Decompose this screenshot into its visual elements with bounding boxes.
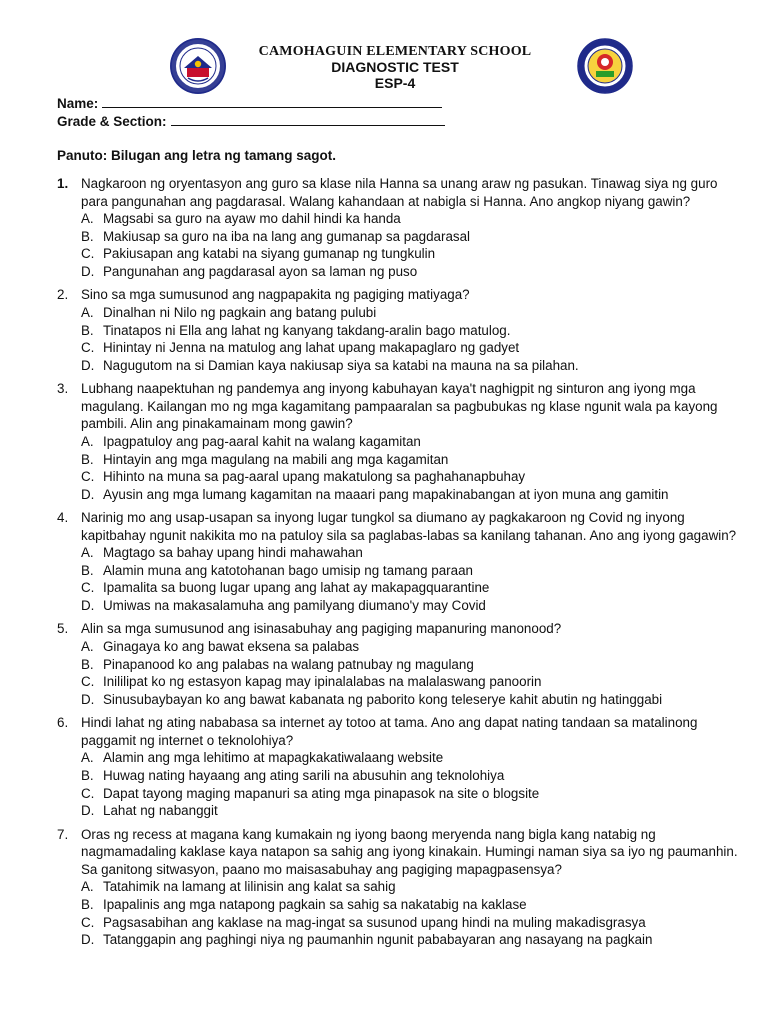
option-text: Lahat ng nabanggit: [103, 803, 218, 819]
option-letter[interactable]: D.: [81, 263, 95, 279]
deped-seal-logo: [170, 38, 226, 94]
option-text: Pinapanood ko ang palabas na walang patnubay ng magulang: [103, 656, 474, 672]
option-text: Inililipat ko ng estasyon kapag may ipinalalabas na malalaswang panoorin: [103, 674, 542, 690]
answer-option[interactable]: [81, 562, 747, 580]
question-4: [57, 509, 747, 615]
question-number: 5.: [57, 621, 69, 637]
test-subject: ESP-4: [374, 75, 416, 91]
option-letter[interactable]: B.: [81, 228, 94, 244]
answer-option[interactable]: [81, 767, 747, 785]
answer-options: [81, 304, 747, 374]
option-text: Ginagaya ko ang bawat eksena sa palabas: [103, 639, 360, 655]
question-number: 4.: [57, 510, 69, 526]
option-letter[interactable]: A.: [81, 750, 94, 766]
answer-options: [81, 638, 747, 708]
option-letter[interactable]: D.: [81, 486, 95, 502]
answer-options: [81, 433, 747, 503]
question-5: [57, 620, 747, 708]
option-letter[interactable]: C.: [81, 785, 95, 801]
option-text: Pakiusapan ang katabi na siyang gumanap ng tungkulin: [103, 246, 436, 262]
answer-option[interactable]: [81, 802, 747, 820]
answer-option[interactable]: [81, 339, 747, 357]
option-letter[interactable]: A.: [81, 433, 94, 449]
option-letter[interactable]: C.: [81, 469, 95, 485]
option-letter[interactable]: B.: [81, 767, 94, 783]
question-number: 6.: [57, 715, 69, 731]
option-text: Dinalhan ni Nilo ng pagkain ang batang pulubi: [103, 304, 377, 320]
question-number: 7.: [57, 826, 69, 842]
option-text: Umiwas na makasalamuha ang pamilyang diumano'y may Covid: [103, 598, 486, 614]
answer-options: [81, 878, 747, 948]
option-text: Magtago sa bahay upang hindi mahawahan: [103, 545, 363, 561]
option-letter[interactable]: D.: [81, 691, 95, 707]
option-letter[interactable]: D.: [81, 357, 95, 373]
answer-option[interactable]: [81, 210, 747, 228]
answer-option[interactable]: [81, 638, 747, 656]
answer-option[interactable]: [81, 579, 747, 597]
name-field[interactable]: [57, 95, 445, 113]
option-text: Tinatapos ni Ella ang lahat ng kanyang takdang-aralin bago matulog.: [103, 322, 511, 338]
option-text: Nagugutom na si Damian kaya nakiusap siya sa katabi na mauna na sa pilahan.: [103, 357, 579, 373]
option-letter[interactable]: C.: [81, 674, 95, 690]
question-1: [57, 175, 747, 281]
option-text: Huwag nating hayaang ang ating sarili na abusuhin ang teknolohiya: [103, 767, 505, 783]
option-letter[interactable]: D.: [81, 803, 95, 819]
question-text: Narinig mo ang usap-usapan sa inyong lugar tungkol sa diumano ay pagkakaroon ng Covid ng inyong kapitbahay ngunit nakikita mo na patuloy sila sa paglabas-labas sa kanilang tahanan. Ano ang iyong gagawin?: [81, 510, 737, 543]
option-text: Pangunahan ang pagdarasal ayon sa laman ng puso: [103, 263, 418, 279]
question-number: 2.: [57, 287, 69, 303]
question-text: Oras ng recess at magana kang kumakain ng iyong baong meryenda nang bigla kang natabig ng nagmamadaling kaklase kaya natapon sa sahig ang iyong kinakain. Humingi naman siya sa iyo ng paumanhin. Sa ganitong sitwasyon, paano mo maisasabuhay ang pagiging mapagpasensya?: [81, 826, 738, 877]
option-letter[interactable]: B.: [81, 562, 94, 578]
grade-section-line[interactable]: [171, 113, 445, 126]
answer-option[interactable]: [81, 896, 747, 914]
answer-option[interactable]: [81, 263, 747, 281]
option-text: Ipamalita sa buong lugar upang ang lahat ay makapagquarantine: [103, 580, 490, 596]
option-letter[interactable]: C.: [81, 580, 95, 596]
answer-option[interactable]: [81, 486, 747, 504]
question-list: [57, 175, 747, 955]
question-text: Nagkaroon ng oryentasyon ang guro sa klase nila Hanna sa unang araw ng pasukan. Tinawag siya ng guro para pangunahan ang pagdarasal. Walang kahandaan at nabigla si Hanna. Ano angkop niyang gawin?: [81, 176, 718, 209]
option-text: Alamin ang mga lehitimo at mapagkakatiwalaang website: [103, 750, 444, 766]
answer-option[interactable]: [81, 931, 747, 949]
option-letter[interactable]: B.: [81, 322, 94, 338]
option-text: Tatanggapin ang paghingi niya ng paumanhin ngunit pababayaran ang nasayang na pagkain: [103, 932, 653, 948]
option-letter[interactable]: A.: [81, 211, 94, 227]
question-6: [57, 714, 747, 820]
name-label: Name:: [57, 96, 99, 111]
option-letter[interactable]: C.: [81, 246, 95, 262]
grade-section-label: Grade & Section:: [57, 114, 167, 129]
option-text: Pagsasabihan ang kaklase na mag-ingat sa susunod upang hindi na muling makadisgrasya: [103, 914, 646, 930]
answer-option[interactable]: [81, 914, 747, 932]
answer-option[interactable]: [81, 691, 747, 709]
answer-options: [81, 749, 747, 819]
question-number: 3.: [57, 381, 69, 397]
option-letter[interactable]: A.: [81, 304, 94, 320]
option-text: Hintayin ang mga magulang na mabili ang mga kagamitan: [103, 451, 449, 467]
answer-option[interactable]: [81, 878, 747, 896]
answer-option[interactable]: [81, 656, 747, 674]
option-letter[interactable]: C.: [81, 914, 95, 930]
answer-option[interactable]: [81, 673, 747, 691]
question-2: [57, 286, 747, 374]
answer-options: [81, 544, 747, 614]
option-letter[interactable]: D.: [81, 598, 95, 614]
option-text: Hihinto na muna sa pag-aaral upang makatulong sa paghahanapbuhay: [103, 469, 526, 485]
question-text: Hindi lahat ng ating nababasa sa internet ay totoo at tama. Ano ang dapat nating tandaan sa matalinong paggamit ng internet o teknolohiya?: [81, 715, 698, 748]
option-text: Magsabi sa guro na ayaw mo dahil hindi ka handa: [103, 211, 401, 227]
answer-option[interactable]: [81, 749, 747, 767]
question-number: 1.: [57, 176, 69, 191]
answer-option[interactable]: [81, 245, 747, 263]
instructions: Panuto: Bilugan ang letra ng tamang sagot.: [57, 148, 337, 163]
option-text: Makiusap sa guro na iba na lang ang gumanap sa pagdarasal: [103, 228, 471, 244]
answer-option[interactable]: [81, 433, 747, 451]
option-text: Alamin muna ang katotohanan bago umisip ng tamang paraan: [103, 562, 473, 578]
option-text: Tatahimik na lamang at lilinisin ang kalat sa sahig: [103, 879, 396, 895]
option-letter[interactable]: B.: [81, 896, 94, 912]
option-letter[interactable]: B.: [81, 656, 94, 672]
option-letter[interactable]: A.: [81, 639, 94, 655]
school-name: CAMOHAGUIN ELEMENTARY SCHOOL: [258, 44, 532, 59]
option-letter[interactable]: B.: [81, 451, 94, 467]
answer-option[interactable]: [81, 468, 747, 486]
option-text: Ipapalinis ang mga natapong pagkain sa sahig sa nakatabig na kaklase: [103, 896, 527, 912]
answer-option[interactable]: [81, 597, 747, 615]
grade-section-field[interactable]: [57, 113, 445, 131]
option-text: Sinusubaybayan ko ang bawat kabanata ng paborito kong teleserye kahit abutin ng hatinggabi: [103, 691, 663, 707]
option-letter[interactable]: A.: [81, 545, 94, 561]
question-7: [57, 826, 747, 949]
answer-option[interactable]: [81, 304, 747, 322]
option-letter[interactable]: A.: [81, 879, 94, 895]
answer-option[interactable]: [81, 228, 747, 246]
student-fields: [57, 95, 445, 131]
option-text: Hinintay ni Jenna na matulog ang lahat upang makapaglaro ng gadyet: [103, 340, 520, 356]
name-line[interactable]: [102, 95, 442, 108]
school-seal-logo: [577, 38, 633, 94]
answer-option[interactable]: [81, 322, 747, 340]
question-3: [57, 380, 747, 503]
answer-option[interactable]: [81, 357, 747, 375]
question-text: Sino sa mga sumusunod ang nagpapakita ng pagiging matiyaga?: [81, 287, 470, 303]
question-text: Alin sa mga sumusunod ang isinasabuhay ang pagiging mapanuring manonood?: [81, 621, 562, 637]
header-text: [220, 44, 570, 91]
option-letter[interactable]: D.: [81, 932, 95, 948]
test-title: DIAGNOSTIC TEST: [331, 59, 459, 75]
option-letter[interactable]: C.: [81, 340, 95, 356]
option-text: Dapat tayong maging mapanuri sa ating mga pinapasok na site o blogsite: [103, 785, 540, 801]
answer-option[interactable]: [81, 785, 747, 803]
answer-option[interactable]: [81, 451, 747, 469]
option-text: Ayusin ang mga lumang kagamitan na maaari pang mapakinabangan at iyon muna ang gamitin: [103, 486, 669, 502]
option-text: Ipagpatuloy ang pag-aaral kahit na walang kagamitan: [103, 433, 421, 449]
answer-option[interactable]: [81, 544, 747, 562]
answer-options: [81, 210, 747, 280]
question-text: Lubhang naapektuhan ng pandemya ang inyong kabuhayan kaya't naghigpit ng sinturon ang iyong mga magulang. Kailangan mo ng mga kagamitang pampaaralan sa pagbubukas ng klase ngunit wala pa kayong pambili. Alin ang pinakamainam mong gawin?: [81, 381, 718, 432]
